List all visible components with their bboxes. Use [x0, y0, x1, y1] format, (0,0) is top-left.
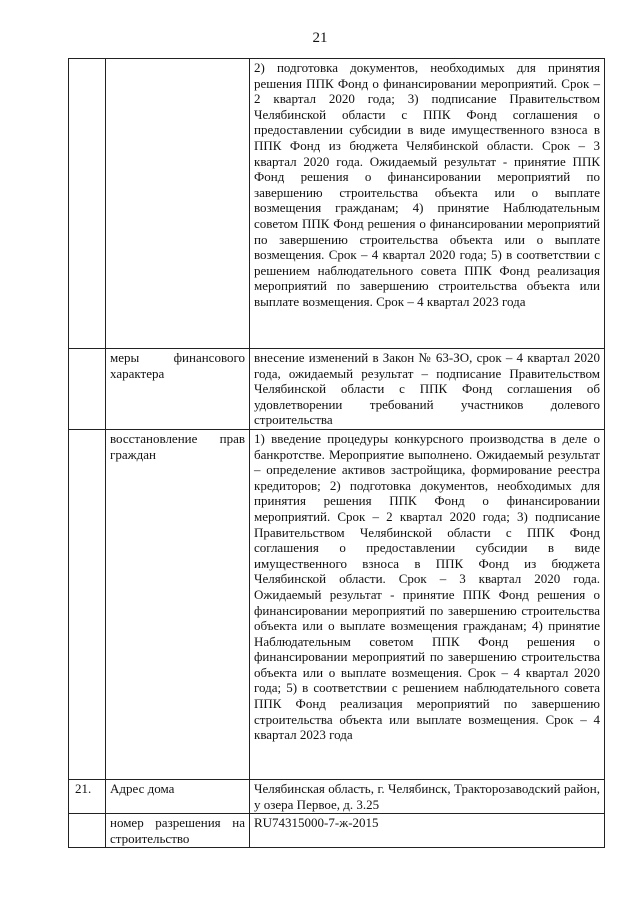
row-label: Адрес дома [106, 779, 250, 813]
row-content: 2) подготовка документов, необходимых для принятия решения ППК Фонд о финансировании мероприятий. Срок – 2 квартал 2020 года; 3) подписание Правительством Челябинской области с ППК Фонд соглашения о предоставлении субсидии в виде имущественного взноса в ППК Фонд из бюджета Челябинской области. Срок – 3 квартал 2020 года. Ожидаемый результат - принятие ППК Фонд решения о финансировании мероприятий по завершению строительства объекта или о выплате возмещения гражданам; 4) принятие Наблюдательным советом ППК Фонд решения о финансировании мероприятий по завершению строительства объекта или о выплате возмещения. Срок – 4 квартал 2020 года; 5) в соответствии с решением наблюдательного совета ППК Фонд реализация мероприятий по завершению строительства объекта или выплате возмещения. Срок – 4 квартал 2023 года [250, 59, 605, 349]
row-content: 1) введение процедуры конкурсного производства в деле о банкротстве. Мероприятие выполнено. Ожидаемый результат – определение активов застройщика, формирование реестра кредиторов; 2) подготовка документов, необходимых для принятия решения ППК Фонд о финансировании мероприятий. Срок – 2 квартал 2020 года; 3) подписание Правительством Челябинской области с ППК Фонд соглашения о предоставлении субсидии в виде имущественного взноса в ППК Фонд из бюджета Челябинской области. Срок – 3 квартал 2020 года. Ожидаемый результат - принятие ППК Фонд решения о финансировании мероприятий по завершению строительства объекта или о выплате возмещения гражданам; 4) принятие Наблюдательным советом ППК Фонд решения о финансировании мероприятий по завершению строительства объекта или о выплате возмещения. Срок – 4 квартал 2020 года; 5) в соответствии с решением наблюдательного совета ППК Фонд реализация мероприятий по завершению строительства объекта или выплате возмещения. Срок – 4 квартал 2023 года [250, 429, 605, 779]
row-content: Челябинская область, г. Челябинск, Тракторозаводский район, у озера Первое, д. 3.25 [250, 779, 605, 813]
row-number: 21. [69, 779, 106, 813]
row-number [69, 429, 106, 779]
row-content: RU74315000-7-ж-2015 [250, 814, 605, 848]
table-row [69, 814, 605, 848]
table-row [69, 59, 605, 349]
table-row [69, 779, 605, 813]
row-label: меры финансового характера [106, 349, 250, 430]
table-row [69, 349, 605, 430]
row-content: внесение изменений в Закон № 63-ЗО, срок – 4 квартал 2020 года, ожидаемый результат – подписание Правительством Челябинской области с ППК Фонд соглашения об удовлетворении требований участников долевого строительства [250, 349, 605, 430]
page-number: 21 [312, 30, 328, 46]
table-row [69, 429, 605, 779]
row-number [69, 59, 106, 349]
row-label: восстановление прав граждан [106, 429, 250, 779]
row-label: номер разрешения на строительство [106, 814, 250, 848]
data-table [68, 58, 605, 848]
row-label [106, 59, 250, 349]
row-number [69, 349, 106, 430]
row-number [69, 814, 106, 848]
